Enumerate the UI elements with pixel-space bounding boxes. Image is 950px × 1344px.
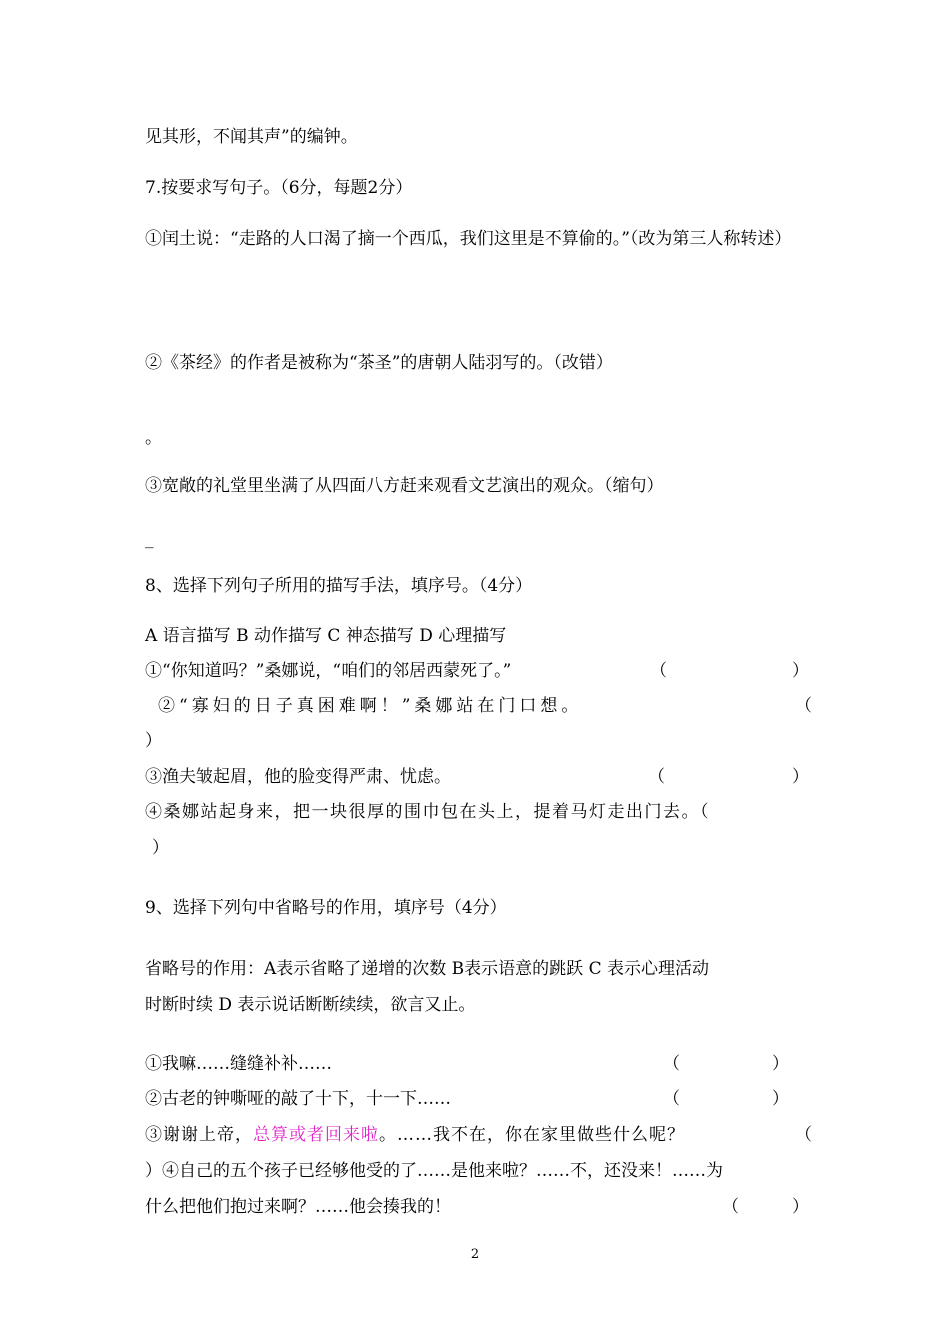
question-7-item-1: ①闰土说：“走路的人口渴了摘一个西瓜，我们这里是不算偷的。”（改为第三人称转述） (145, 229, 792, 249)
question-8-item-4: ④桑娜站起身来，把一块很厚的围巾包在头上，提着马灯走出门去。（ (145, 802, 710, 822)
answer-paren-close: ） (792, 767, 809, 787)
question-8-item-2: ②“寡妇的日子真困难啊！”桑娜站在门口想。 (158, 696, 583, 716)
question-9-item-2: ②古老的钟嘶哑的敲了十下，十一下…… (145, 1089, 451, 1109)
question-7-item-3: ③宽敞的礼堂里坐满了从四面八方赶来观看文艺演出的观众。（缩句） (145, 476, 664, 496)
question-8-heading: 8、选择下列句子所用的描写手法，填序号。（4分） (145, 576, 533, 596)
question-9-item-3-start: ③谢谢上帝， (145, 1125, 253, 1145)
answer-paren-close: ） (792, 661, 809, 681)
question-9-item-3 (145, 1123, 685, 1147)
question-9-item-1: ①我嘛……缝缝补补…… (145, 1054, 332, 1074)
question-7-item-2: ②《茶经》的作者是被称为“茶圣”的唐朝人陆羽写的。（改错） (145, 353, 613, 373)
answer-dash: _ (145, 529, 154, 549)
answer-paren-open: （ (648, 767, 665, 787)
answer-paren-open: （ (663, 1089, 680, 1109)
answer-paren-close: ） (792, 1197, 809, 1217)
answer-paren-open: （ (795, 1125, 812, 1145)
question-8-item-1: ①“你知道吗？”桑娜说，“咱们的邻居西蒙死了。” (145, 661, 512, 681)
question-9-item-4-line-2: 什么把他们抱过来啊？……他会揍我的！ (145, 1197, 451, 1217)
page-number: 2 (470, 1247, 480, 1262)
question-9-description-line-2: 时断时续 D 表示说话断断续续，欲言又止。 (145, 995, 476, 1015)
answer-paren-close: ） (772, 1089, 789, 1109)
answer-paren-close: ） (145, 731, 162, 751)
answer-paren-open: （ (795, 696, 812, 716)
answer-paren-open: （ (663, 1054, 680, 1074)
question-9-item-4-line-1: ）④自己的五个孩子已经够他受的了……是他来啦？……不，还没来！……为 (145, 1161, 723, 1181)
question-8-item-3: ③渔夫皱起眉，他的脸变得严肃、忧虑。 (145, 767, 451, 787)
highlighted-text: 总算或者回来啦 (253, 1125, 379, 1145)
question-9-item-3-end: 。……我不在，你在家里做些什么呢？ (379, 1125, 685, 1145)
answer-paren-close: ） (772, 1054, 789, 1074)
question-8-options: A 语言描写 B 动作描写 C 神态描写 D 心理描写 (145, 626, 507, 646)
answer-paren-close: ） (152, 838, 169, 858)
answer-dot: 。 (145, 428, 162, 448)
answer-paren-open: （ (722, 1197, 739, 1217)
question-9-description-line-1: 省略号的作用：A表示省略了递增的次数 B表示语意的跳跃 C 表示心理活动 (145, 959, 709, 979)
question-7-heading: 7.按要求写句子。（6分，每题2分） (145, 178, 413, 198)
line-continuation: 见其形，不闻其声”的编钟。 (145, 127, 358, 147)
question-9-heading: 9、选择下列句中省略号的作用，填序号（4分） (145, 898, 507, 918)
answer-paren-open: （ (650, 661, 667, 681)
